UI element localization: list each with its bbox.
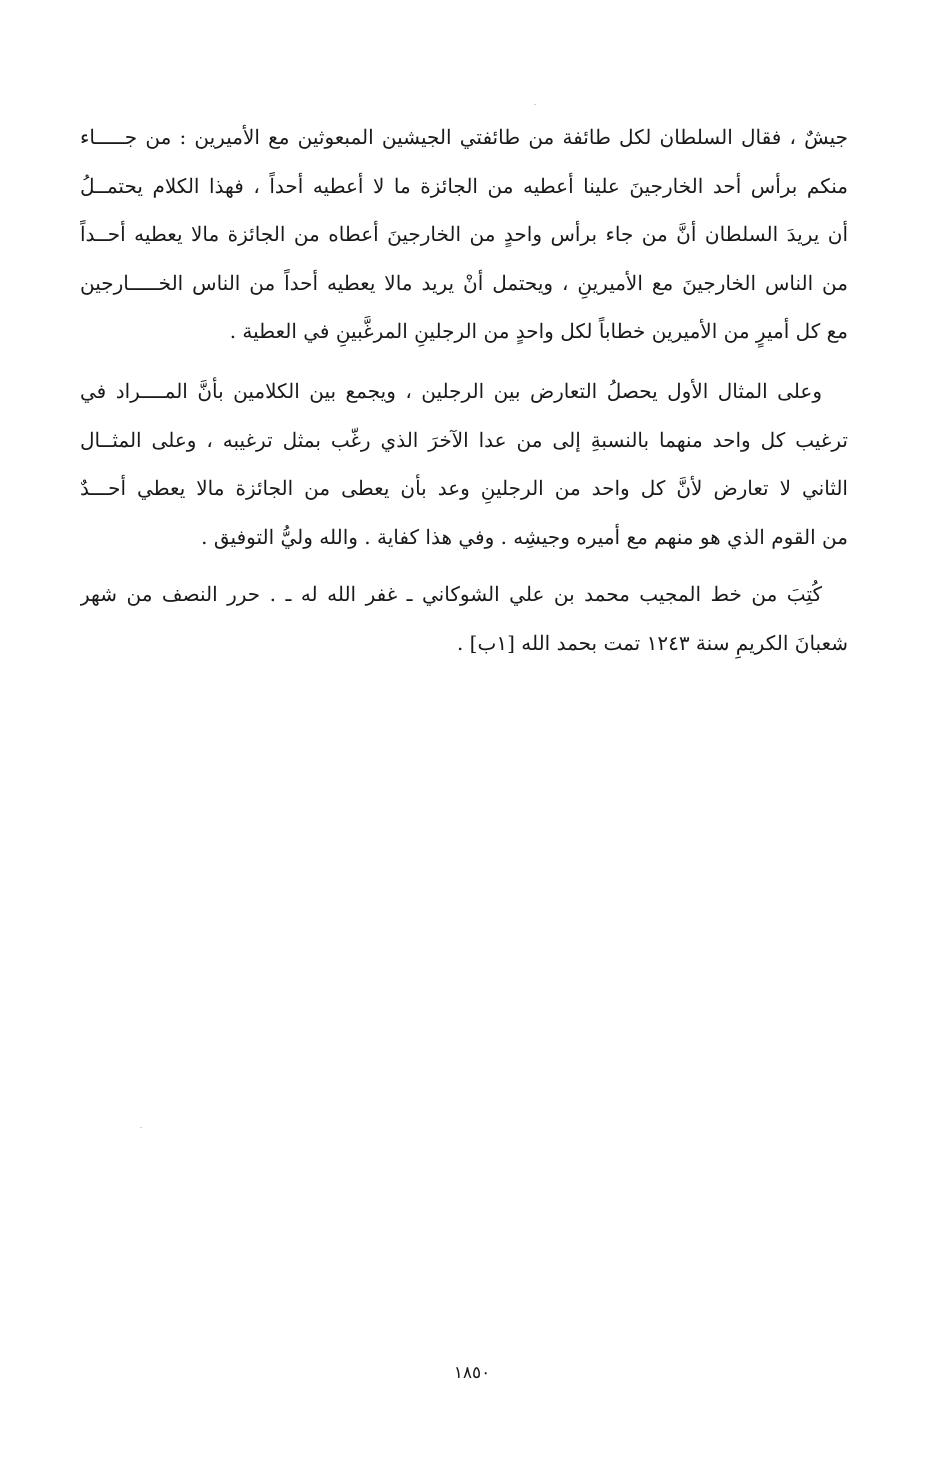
- text-line: كُتِبَ من خط المجيب محمد بن علي الشوكاني ـ غفر الله له ـ . حرر النصف من شهر: [80, 582, 822, 606]
- text-line: ترغيب كل واحد منهما بالنسبةِ إلى من عدا الآخرَ الذي رغّب بمثل ترغيبه ، وعلى المثــال: [80, 427, 848, 452]
- text-line: الثاني لا تعارض لأنَّ كل واحد من الرجلينِ وعد بأن يعطى من الجائزة مالا يعطي أحـــدٌ: [80, 476, 848, 500]
- text-line: أن يريدَ السلطان أنَّ من جاء برأس واحدٍ من الخارجينَ أعطاه من الجائزة مالا يعطيه أحــداً: [80, 222, 848, 246]
- paragraph-1: [80, 113, 848, 356]
- scan-speck: [534, 104, 536, 105]
- text-line: جيشٌ ، فقال السلطان لكل طائفة من طائفتي الجيشين المبعوثين مع الأميرين : من جـــــاء: [80, 125, 848, 149]
- text-line: منكم برأس أحد الخارجينَ علينا أعطيه من الجائزة ما لا أعطيه أحداً ، فهذا الكلام يحتمــلُ: [80, 173, 848, 198]
- text-line: من القوم الذي هو منهم مع أميره وجيشِه . وفي هذا كفاية . والله وليُّ التوفيق .: [201, 524, 848, 549]
- scan-speck: [140, 1127, 142, 1128]
- page-number: ١٨٥٠: [453, 1363, 491, 1383]
- paragraph-2: [80, 367, 848, 561]
- text-line: مع كل أميرٍ من الأميرين خطاباً لكل واحدٍ من الرجلينِ المرغَّبينِ في العطية .: [229, 319, 848, 343]
- text-line: وعلى المثال الأول يحصلُ التعارض بين الرجلين ، ويجمع بين الكلامين بأنَّ المــــراد في: [80, 379, 822, 403]
- text-line: شعبانَ الكريمِ سنة ١٢٤٣ تمت بحمد الله [١ب] .: [456, 630, 848, 655]
- paragraph-3-colophon: [80, 570, 848, 667]
- text-line: من الناس الخارجينَ مع الأميرينِ ، ويحتمل أنْ يريد مالا يعطيه أحداً من الناس الخـــــارجين: [80, 270, 848, 295]
